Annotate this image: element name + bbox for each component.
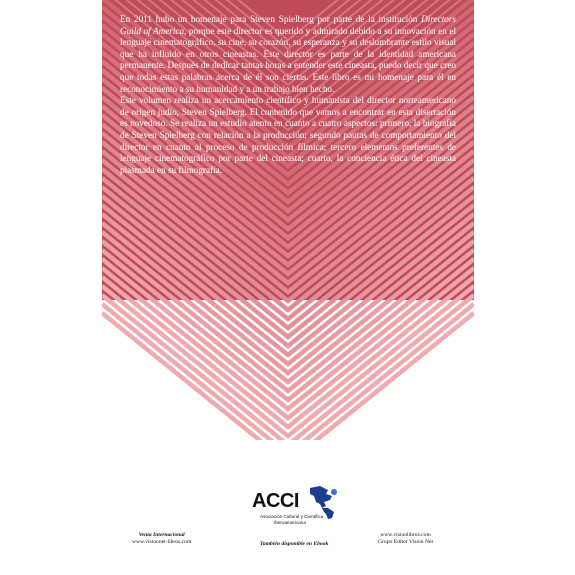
paragraph-2: Este volumen realiza un acercamiento científico y humanista del director norteamericano de origen judío, Steven Spielberg. El contenido que vamos a encontrar en esta disertación es novedoso. Se realiza un estudio atento en cuanto a cuatro aspectos: primero, la biografía de Steven Spielberg con relación a la producción; segundo pautas de comportamiento del director en cuanto al proceso de producción fílmica; tercero elementos preferentes de lenguaje cinematográfico por parte del cineasta; cuarto, la conciencia ética del cineasta plasmada en su filmografía. (120, 95, 456, 175)
footer-left-url: www.visionnet-libros.com (132, 539, 192, 545)
book-back-cover (102, 0, 474, 575)
back-cover-text (120, 14, 456, 176)
footer-right-publisher: Grupo Editor Vision Net (378, 539, 434, 545)
footer-left-title: Venta Internacional (138, 532, 185, 538)
footer-ebook-note: También disponible en Ebook (260, 541, 329, 547)
publisher-logo (252, 484, 352, 528)
paragraph-1-part-b: porque este director es querido y admirado debido a su innovación en el lenguaje cinematográfico, su cine, su corazón, su esperanza y su deslumbrante estilo visual que ha influido en otros cineastas. Este director es parte de la identidad americana permanente. Después de dedicar tantas horas a entender este cineasta, puedo decir que creo que todas estas palabras acerca de él son ciertas. Este libro es mi homenaje para él en reconocimiento a su humanidad y a un trabajo bien hecho. (120, 25, 456, 94)
publisher-logo-line1: Asociación Cultural y Científica (260, 514, 324, 519)
footer-right-url: www.visionlibros.com (380, 532, 431, 538)
publisher-logo-name: ACCI (252, 490, 299, 512)
paragraph-1-part-a: En 2011 hubo un homenaje para Steven Spielberg por parte de la institución (120, 14, 422, 24)
publisher-logo-line2: Iberoamericana (274, 520, 306, 525)
footer-left (132, 532, 191, 546)
paragraph-1-institution: Directors Guild of America, (120, 14, 456, 36)
footer-right (378, 532, 433, 546)
paragraph-1 (120, 14, 456, 95)
